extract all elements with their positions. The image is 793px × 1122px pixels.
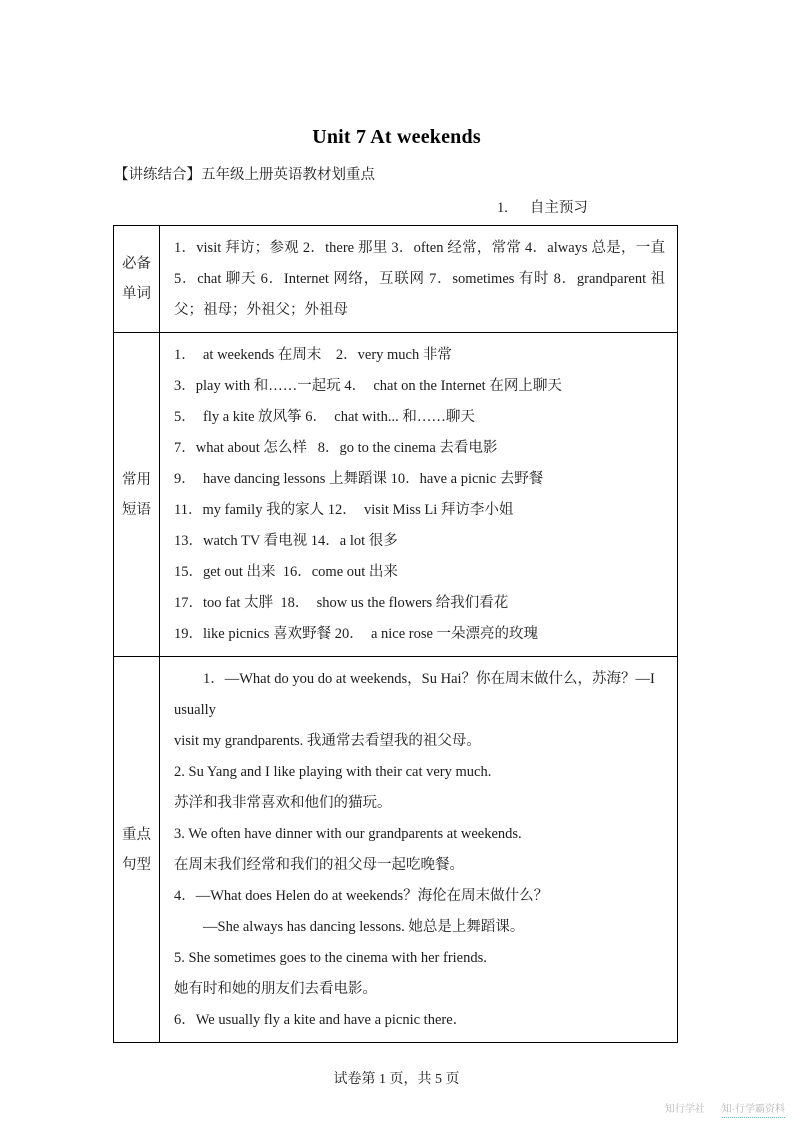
content-line: 4．—What does Helen do at weekends？海伦在周末做什么？ [174,888,549,904]
row-header-line: 必备 [122,256,151,272]
section-title: 自主预习 [529,200,588,216]
table-row [114,333,678,657]
row-header-line: 单词 [122,286,151,302]
row-header-line: 重点 [122,826,151,843]
content-line: 5. She sometimes goes to the cinema with her friends. [174,950,487,966]
content-line: 她有时和她的朋友们去看电影。 [174,981,377,997]
content-line: 在周末我们经常和我们的祖父母一起吃晚餐。 [174,857,464,873]
row-content [160,226,678,333]
content-line: 17．too fat 太胖 18． show us the flowers 给我们看花 [174,595,509,611]
doc-subtitle: 【讲练结合】五年级上册英语教材划重点 [114,167,375,183]
content-line: 2. Su Yang and I like playing with their cat very much. [174,764,492,780]
content-line: —She always has dancing lessons. 她总是上舞蹈课。 [174,919,525,935]
content-line: 19．like picnics 喜欢野餐 20． a nice rose 一朵漂亮的玫瑰 [174,626,539,642]
section-number: 1. [497,200,508,216]
content-line: 11．my family 我的家人 12． visit Miss Li 拜访李小姐 [174,502,514,518]
study-points-table [113,225,678,1043]
table-row [114,657,678,1043]
section-heading [497,196,793,217]
content-line: 7．what about 怎么样 8．go to the cinema 去看电影 [174,440,498,456]
content-line: 15．get out 出来 16．come out 出来 [174,564,398,580]
content-line: 9． have dancing lessons 上舞蹈课 10．have a picnic 去野餐 [174,471,544,487]
row-header-line: 常用 [122,471,151,488]
page-title: Unit 7 At weekends [312,126,481,148]
watermark-text-1: 知行学社 [664,1104,705,1115]
content-line: visit my grandparents. 我通常去看望我的祖父母。 [174,733,481,749]
content-line: 3. We often have dinner with our grandparents at weekends. [174,826,522,842]
table-row [114,226,678,333]
row-header [114,657,160,1043]
content-line: 13．watch TV 看电视 14．a lot 很多 [174,533,398,549]
prep-table-body [114,226,678,1043]
content-line: 3．play with 和……一起玩 4． chat on the Internet 在网上聊天 [174,378,562,394]
row-header [114,333,160,657]
row-content [160,333,678,657]
watermark-text-2: 知·行学霸资料 [722,1104,785,1118]
row-header-line: 句型 [122,856,151,873]
row-header [114,226,160,333]
row-header-line: 短语 [122,501,151,518]
content-line: 5． fly a kite 放风筝 6． chat with... 和……聊天 [174,409,475,425]
content-line: 1．visit 拜访；参观 2．there 那里 3．often 经常，常常 4．always 总是，一直 5．chat 聊天 6．Internet 网络，互联网 7．sometimes 有时 8．grandparent 祖父；祖母；外祖父；外祖母 [174,240,669,318]
content-line: 1． at weekends 在周末 2．very much 非常 [174,347,452,363]
content-line: 苏洋和我非常喜欢和他们的猫玩。 [174,795,392,811]
content-line: 1．—What do you do at weekends，Su Hai？你在周末做什么，苏海？—I usually [174,671,659,718]
content-line: 6．We usually fly a kite and have a picnic there． [174,1012,468,1028]
watermark [651,1100,785,1115]
page-footer: 试卷第 1 页，共 5 页 [333,1072,460,1087]
row-content [160,657,678,1043]
